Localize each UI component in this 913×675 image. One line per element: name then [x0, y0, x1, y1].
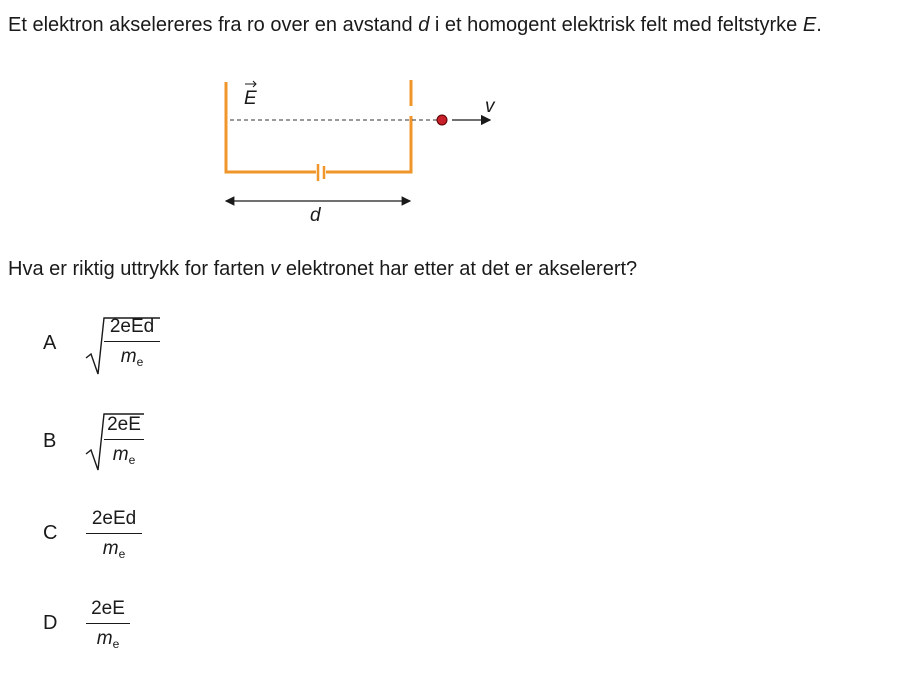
intro-E: E	[802, 14, 817, 36]
numerator-c: 2eEd	[91, 508, 137, 529]
denominator-subscript-c: e	[118, 547, 126, 561]
fraction-c	[86, 508, 142, 565]
denominator-subscript-b: e	[128, 453, 136, 467]
right-plate-and-wire	[326, 116, 411, 172]
velocity-label: v	[485, 96, 495, 117]
denominator-symbol-b: m	[112, 444, 129, 465]
numerator-a: 2eEd	[109, 316, 155, 337]
option-letter-b: B	[43, 430, 57, 452]
left-plate-and-wire	[226, 82, 316, 172]
denominator-d	[86, 628, 130, 655]
option-letter-d: D	[43, 612, 58, 634]
field-vector-arrow-icon	[245, 81, 256, 87]
numerator-b: 2eE	[107, 414, 141, 435]
distance-label: d	[310, 205, 321, 226]
question-suffix: elektronet har etter at det er akselerert?	[280, 258, 638, 280]
fraction-bar-b	[104, 439, 144, 440]
fraction-bar-a	[104, 341, 160, 342]
denominator-c	[86, 538, 142, 565]
denominator-a	[104, 346, 160, 373]
fraction-bar-c	[86, 533, 142, 534]
intro-prefix: Et elektron akselereres fra ro over en avstand	[8, 14, 419, 36]
denominator-symbol-a: m	[120, 346, 137, 367]
numerator-d: 2eE	[91, 598, 125, 619]
denominator-subscript-d: e	[112, 637, 120, 651]
option-letter-a: A	[43, 332, 57, 354]
fraction-d	[86, 598, 130, 655]
denominator-b	[104, 444, 144, 471]
question-text	[8, 258, 637, 281]
option-letter-c: C	[43, 522, 58, 544]
question-v: v	[270, 258, 281, 280]
field-label: E	[244, 88, 257, 109]
intro-middle: i et homogent elektrisk felt med feltstyrke	[429, 14, 803, 36]
fraction-b	[104, 414, 144, 471]
fraction-bar-d	[86, 623, 130, 624]
electron-particle	[437, 115, 447, 125]
question-prefix: Hva er riktig uttrykk for farten	[8, 258, 271, 280]
denominator-symbol-d: m	[96, 628, 113, 649]
denominator-symbol-c: m	[102, 538, 119, 559]
intro-d: d	[418, 14, 430, 36]
intro-suffix: .	[816, 14, 822, 36]
fraction-a	[104, 316, 160, 373]
denominator-subscript-a: e	[136, 355, 144, 369]
